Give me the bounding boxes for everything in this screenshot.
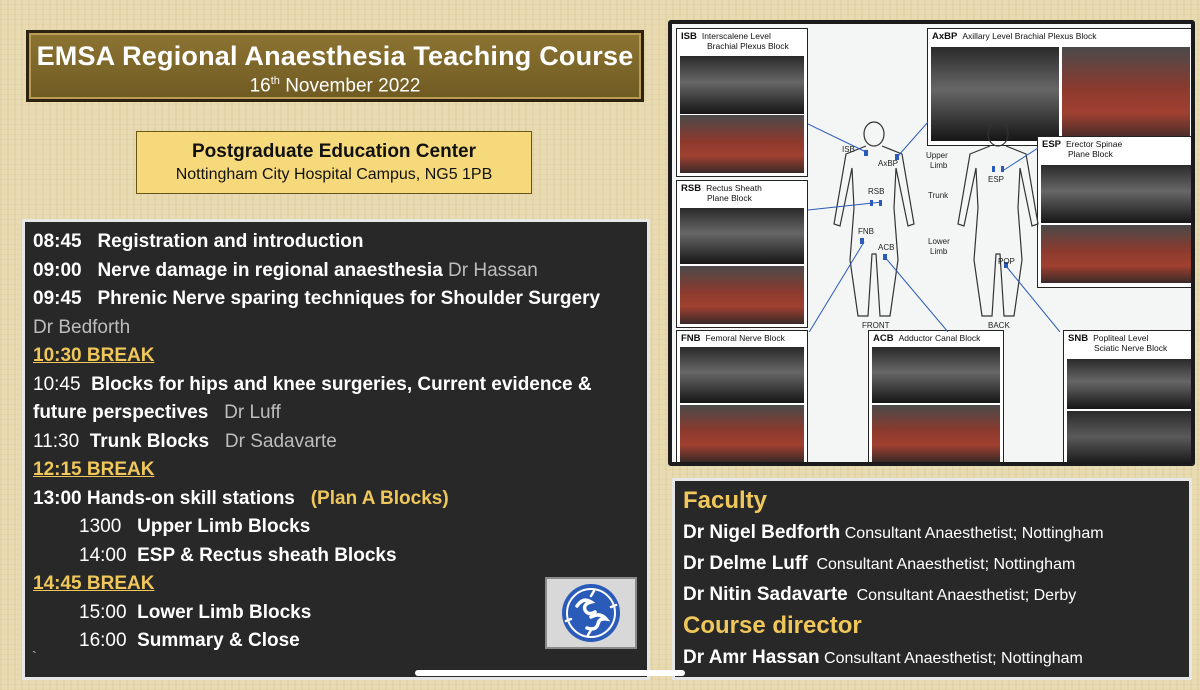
nerve-block-figure	[668, 20, 1195, 466]
faculty-role: Consultant Anaesthetist; Nottingham	[844, 525, 1104, 542]
ultrasound-image-annotated	[680, 405, 804, 462]
panel-label: SNB Popliteal Level	[1068, 333, 1149, 344]
label-rsb: RSB	[868, 187, 885, 196]
ultrasound-image-annotated	[680, 115, 804, 173]
schedule-row-cont	[33, 399, 647, 428]
time: 15:00	[79, 601, 127, 623]
session-title: Blocks for hips and knee surgeries, Current evidence &	[91, 373, 592, 395]
ultrasound-image-annotated	[1041, 225, 1191, 283]
label-trunk: Trunk	[928, 191, 949, 200]
session-title: Summary & Close	[137, 630, 300, 651]
schedule-row-cont	[33, 314, 647, 343]
ultrasound-image	[680, 56, 804, 114]
panel-label: ESP Erector Spinae	[1042, 139, 1123, 150]
venue-address: Nottingham City Hospital Campus, NG5 1PB	[175, 166, 493, 183]
label-upper-limb-2: Limb	[930, 161, 948, 170]
panel-label-2: Plane Block	[707, 193, 752, 203]
label-fnb: FNB	[858, 227, 874, 236]
time: 09:45	[33, 288, 82, 309]
session-title: Phrenic Nerve sparing techniques for Shoulder Surgery	[97, 288, 601, 309]
ge-logo-icon	[545, 577, 637, 649]
panel-label: FNB Femoral Nerve Block	[681, 333, 785, 344]
break-row	[33, 456, 647, 485]
director-name: Dr Amr Hassan	[683, 647, 820, 668]
panel-rsb	[676, 180, 808, 328]
date-month-year: November 2022	[279, 75, 421, 97]
session-title: Nerve damage in regional anaesthesia	[97, 259, 443, 281]
time: 08:45	[33, 231, 82, 252]
time: 16:00	[79, 630, 127, 651]
ultrasound-image-annotated	[1067, 411, 1191, 462]
ultrasound-image	[680, 208, 804, 264]
schedule-row	[33, 285, 647, 314]
panel-isb	[676, 28, 808, 177]
stray-mark: `	[32, 648, 37, 664]
ultrasound-image	[680, 347, 804, 403]
home-indicator[interactable]	[415, 670, 685, 676]
break-label: 10:30 BREAK	[33, 345, 155, 366]
schedule-row	[33, 371, 647, 400]
label-lower-limb: Lower	[928, 237, 950, 246]
label-back: BACK	[988, 321, 1010, 330]
date-suffix: th	[270, 75, 280, 87]
schedule-row	[33, 228, 647, 257]
faculty-role: Consultant Anaesthetist; Derby	[856, 587, 1077, 604]
faculty-panel	[672, 478, 1192, 680]
ultrasound-image	[872, 347, 1000, 403]
body-diagram	[808, 114, 1062, 332]
time: 14:00	[79, 544, 127, 566]
ultrasound-image-annotated	[872, 405, 1000, 462]
break-label: 14:45 BREAK	[33, 573, 155, 594]
time: 1300	[79, 516, 122, 537]
label-esp: ESP	[988, 175, 1005, 184]
ultrasound-image-annotated	[680, 266, 804, 324]
label-acb: ACB	[878, 243, 895, 252]
venue-name: Postgraduate Education Center	[192, 141, 476, 162]
panel-acb	[868, 330, 1004, 466]
schedule-row	[33, 428, 647, 457]
time: 13:00	[33, 487, 82, 509]
time: 11:30	[33, 430, 80, 452]
director-role: Consultant Anaesthetist; Nottingham	[824, 650, 1083, 667]
schedule-row	[33, 513, 647, 542]
venue-box	[136, 131, 532, 194]
schedule-row	[33, 257, 647, 286]
session-title: Upper Limb Blocks	[137, 516, 311, 537]
panel-label-2: Brachial Plexus Block	[707, 41, 789, 51]
session-title: ESP & Rectus sheath Blocks	[137, 544, 397, 566]
panel-label: ISB Interscalene Level	[681, 31, 771, 42]
faculty-member	[683, 548, 1189, 579]
label-front: FRONT	[862, 321, 890, 330]
panel-label: ACB Adductor Canal Block	[873, 333, 981, 344]
label-lower-limb-2: Limb	[930, 247, 948, 256]
panel-fnb	[676, 330, 808, 466]
break-label: 12:15 BREAK	[33, 459, 155, 480]
speaker: Dr Hassan	[448, 259, 538, 281]
label-pop: POP	[998, 257, 1015, 266]
faculty-name: Dr Delme Luff	[683, 553, 808, 574]
session-title: Hands-on skill stations	[86, 487, 295, 509]
course-date	[29, 75, 641, 97]
session-title: Trunk Blocks	[89, 430, 210, 452]
session-title-cont: future perspectives	[33, 402, 209, 423]
ultrasound-image-annotated	[1062, 47, 1190, 141]
course-title: EMSA Regional Anaesthesia Teaching Course	[36, 41, 634, 71]
faculty-role: Consultant Anaesthetist; Nottingham	[816, 556, 1076, 573]
panel-label-2: Sciatic Nerve Block	[1094, 343, 1168, 353]
label-axbp: AxBP	[878, 159, 899, 168]
panel-snb	[1063, 330, 1195, 466]
ultrasound-image	[1041, 165, 1191, 223]
time: 10:45	[33, 373, 81, 395]
schedule-row	[33, 485, 647, 514]
session-title: Lower Limb Blocks	[137, 601, 312, 623]
schedule-row	[33, 542, 647, 571]
panel-label: AxBP Axillary Level Brachial Plexus Block	[932, 31, 1097, 42]
panel-label: RSB Rectus Sheath	[681, 183, 762, 194]
ultrasound-image	[1067, 359, 1191, 409]
break-row	[33, 342, 647, 371]
label-isb: ISB	[842, 145, 855, 154]
faculty-name: Dr Nigel Bedforth	[683, 522, 841, 543]
faculty-heading: Faculty	[683, 487, 768, 514]
label-upper-limb: Upper	[926, 151, 948, 160]
speaker: Dr Bedforth	[33, 316, 131, 338]
faculty-member	[683, 517, 1189, 548]
faculty-member	[683, 579, 1189, 610]
panel-label-2: Plane Block	[1068, 149, 1113, 159]
director-row	[683, 642, 1189, 673]
faculty-name: Dr Nitin Sadavarte	[683, 584, 848, 605]
date-day: 16	[249, 75, 271, 97]
session-title: Registration and introduction	[97, 231, 364, 252]
speaker: Dr Sadavarte	[224, 430, 337, 452]
time: 09:00	[33, 259, 82, 281]
course-title-banner	[26, 30, 644, 102]
plan-label: (Plan A Blocks)	[310, 487, 449, 509]
director-heading: Course director	[683, 612, 862, 639]
speaker: Dr Luff	[224, 402, 281, 423]
